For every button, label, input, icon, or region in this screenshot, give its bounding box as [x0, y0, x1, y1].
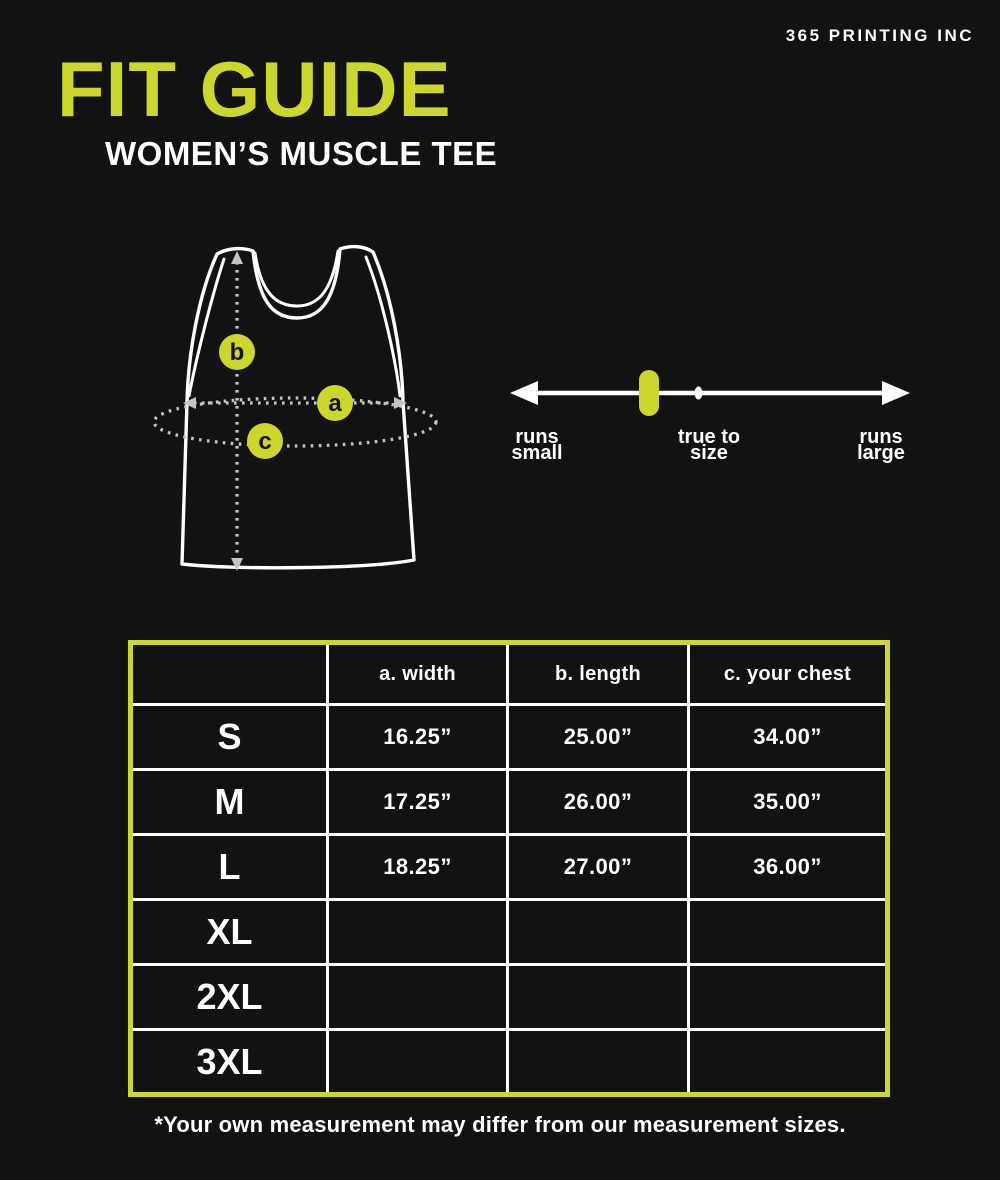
chest-measure-ellipse: [154, 398, 436, 446]
table-row: [131, 965, 888, 1030]
width-value: 16.25”: [328, 705, 508, 770]
table-row: [131, 705, 888, 770]
label-line: size: [690, 441, 728, 464]
table-row: [131, 835, 888, 900]
label-line: runs: [859, 426, 903, 448]
fit-scale-marker: [639, 370, 659, 416]
marker-b-label: b: [229, 339, 245, 366]
header-chest: c. your chest: [689, 643, 888, 705]
width-value: [328, 965, 508, 1030]
fit-scale-label-true-to-size: [644, 426, 774, 464]
chest-value: 36.00”: [689, 835, 888, 900]
chest-value: [689, 900, 888, 965]
size-label: XL: [131, 900, 328, 965]
chest-value: 34.00”: [689, 705, 888, 770]
page-title: FIT GUIDE: [57, 45, 452, 133]
length-value: 27.00”: [508, 835, 689, 900]
size-label: M: [131, 770, 328, 835]
size-table: [128, 640, 890, 1097]
footnote: *Your own measurement may differ from our measurement sizes.: [154, 1112, 846, 1137]
size-label: S: [131, 705, 328, 770]
fit-scale-arrow-right-icon: [882, 381, 910, 405]
label-line: small: [511, 441, 563, 464]
header-blank: [131, 643, 328, 705]
size-table-header-row: [131, 643, 888, 705]
width-value: [328, 900, 508, 965]
length-value: [508, 900, 689, 965]
size-label: L: [131, 835, 328, 900]
marker-c-label: c: [258, 428, 272, 455]
width-value: 18.25”: [328, 835, 508, 900]
header-length: b. length: [508, 643, 689, 705]
chest-value: [689, 1030, 888, 1095]
brand-name: 365 PRINTING INC: [785, 26, 974, 45]
width-value: 17.25”: [328, 770, 508, 835]
fit-scale-center-dot: [695, 387, 703, 400]
length-value: 25.00”: [508, 705, 689, 770]
table-row: [131, 900, 888, 965]
muscle-tee-diagram: [140, 238, 480, 583]
length-value: 26.00”: [508, 770, 689, 835]
fit-scale-arrow-left-icon: [510, 381, 538, 405]
collar-seam-line: [255, 251, 338, 306]
marker-a-label: a: [328, 390, 342, 417]
fit-scale-label-runs-small: [472, 426, 602, 464]
label-line: true to: [677, 426, 741, 448]
label-line: large: [857, 441, 905, 464]
width-value: [328, 1030, 508, 1095]
chest-value: [689, 965, 888, 1030]
length-value: [508, 1030, 689, 1095]
length-value: [508, 965, 689, 1030]
fit-scale: [505, 356, 915, 432]
chest-value: 35.00”: [689, 770, 888, 835]
table-row: [131, 770, 888, 835]
size-label: 3XL: [131, 1030, 328, 1095]
size-label: 2XL: [131, 965, 328, 1030]
fit-scale-label-runs-large: [816, 426, 946, 464]
page-subtitle: WOMEN’S MUSCLE TEE: [105, 135, 498, 172]
table-row: [131, 1030, 888, 1095]
length-arrow-up-icon: [231, 251, 243, 264]
label-line: runs: [515, 426, 559, 448]
header-width: a. width: [328, 643, 508, 705]
